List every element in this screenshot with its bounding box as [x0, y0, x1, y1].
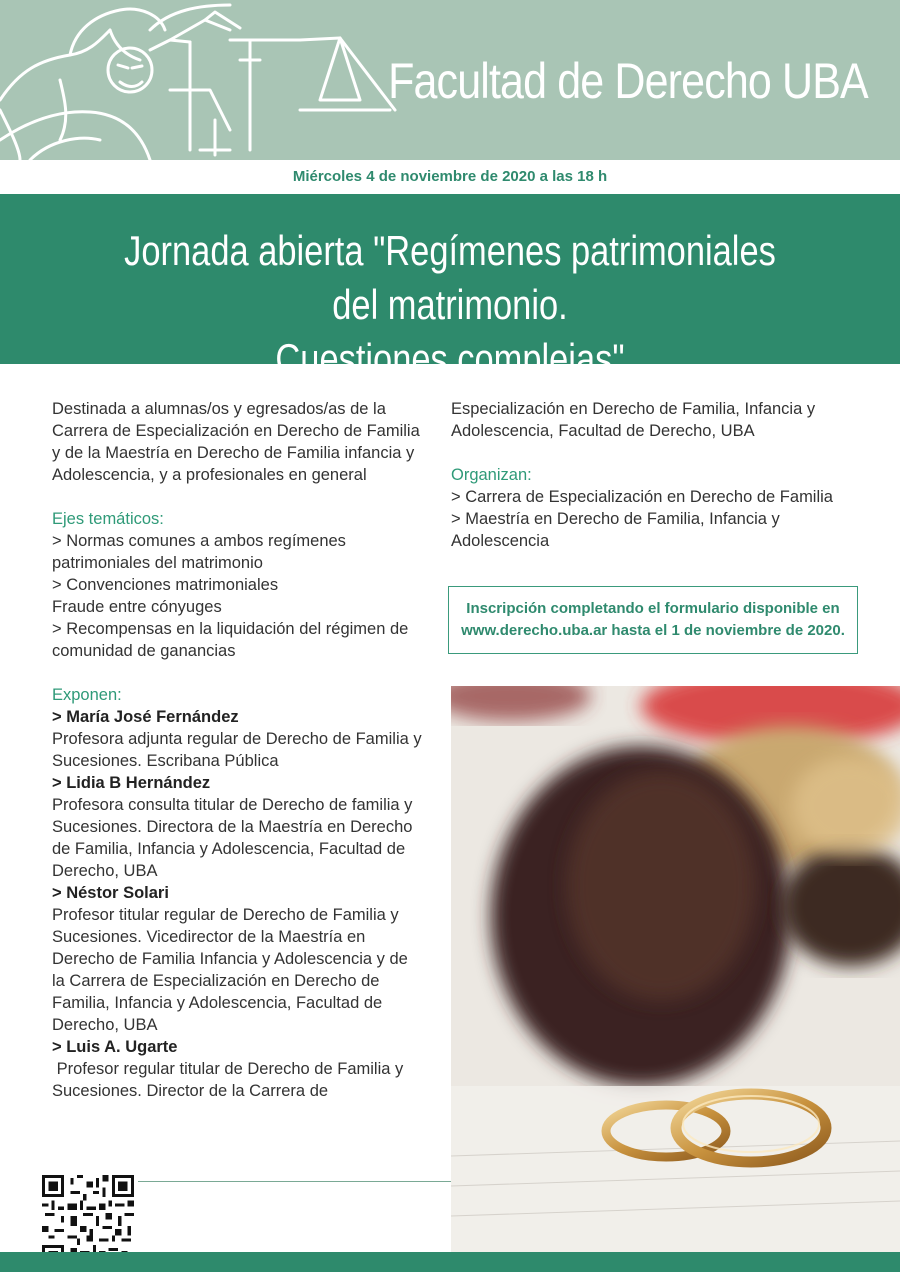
organizan-list — [451, 486, 851, 552]
right-column — [451, 398, 851, 552]
list-item: > Convenciones matrimoniales — [52, 576, 279, 594]
speaker-description: Profesor regular titular de Derecho de Familia y Sucesiones. Director de la Carrera de — [52, 1060, 408, 1100]
bottom-bar — [0, 1252, 900, 1272]
speaker-name: > Lidia B Hernández — [52, 774, 211, 792]
speaker-description-continuation: Especialización en Derecho de Familia, Infancia y Adolescencia, Facultad de Derecho, UBA — [451, 400, 816, 440]
list-item: Fraude entre cónyuges — [52, 598, 222, 616]
speaker-name: > Luis A. Ugarte — [52, 1038, 178, 1056]
list-item: > Normas comunes a ambos regímenes patrimoniales del matrimonio — [52, 532, 346, 572]
list-item: > Carrera de Especialización en Derecho de Familia — [451, 488, 833, 506]
event-title — [97, 224, 802, 386]
list-item: > Maestría en Derecho de Familia, Infancia y Adolescencia — [451, 510, 780, 550]
exponen-heading: Exponen: — [52, 686, 122, 704]
list-item: > Recompensas en la liquidación del régimen de comunidad de ganancias — [52, 620, 409, 660]
event-title-line-1: Jornada abierta "Regímenes patrimoniales del matrimonio. — [124, 227, 776, 328]
justice-scales-figure-icon — [0, 0, 420, 160]
footer-divider — [138, 1181, 451, 1182]
ejes-list — [52, 530, 422, 662]
faculty-title: Facultad de Derecho UBA — [388, 53, 868, 109]
event-title-line-2: Cuestiones complejas" — [275, 335, 625, 382]
event-title-band — [0, 194, 900, 382]
ejes-heading: Ejes temáticos: — [52, 510, 164, 528]
speakers-list — [52, 706, 422, 1102]
speaker-name: > Néstor Solari — [52, 884, 169, 902]
photo-illustration — [451, 686, 900, 1252]
speaker-description: Profesora consulta titular de Derecho de familia y Sucesiones. Directora de la Maestría en Derecho de Familia, Infancia y Adolescencia, Facultad de Derecho, UBA — [52, 796, 413, 880]
gavel-and-wedding-rings-photo — [451, 686, 900, 1252]
speaker-name: > María José Fernández — [52, 708, 239, 726]
registration-box: Inscripción completando el formulario disponible en www.derecho.uba.ar hasta el 1 de noviembre de 2020. — [448, 586, 858, 654]
speaker-description: Profesor titular regular de Derecho de Familia y Sucesiones. Vicedirector de la Maestría en Derecho de Familia Infancia y Adolescencia y de la Carrera de Especialización en Derecho de Familia, Infancia y Adolescencia, Facultad de Derecho, UBA — [52, 906, 408, 1034]
left-column — [52, 398, 422, 1102]
intro-paragraph: Destinada a alumnas/os y egresados/as de la Carrera de Especialización en Derecho de Familia y de la Maestría en Derecho de Familia infancia y Adolescencia, y a profesionales en general — [52, 400, 420, 484]
event-date: Miércoles 4 de noviembre de 2020 a las 18 h — [292, 168, 608, 185]
speaker-description: Profesora adjunta regular de Derecho de Familia y Sucesiones. Escribana Pública — [52, 730, 422, 770]
organizan-heading: Organizan: — [451, 466, 532, 484]
header-banner — [0, 0, 900, 160]
